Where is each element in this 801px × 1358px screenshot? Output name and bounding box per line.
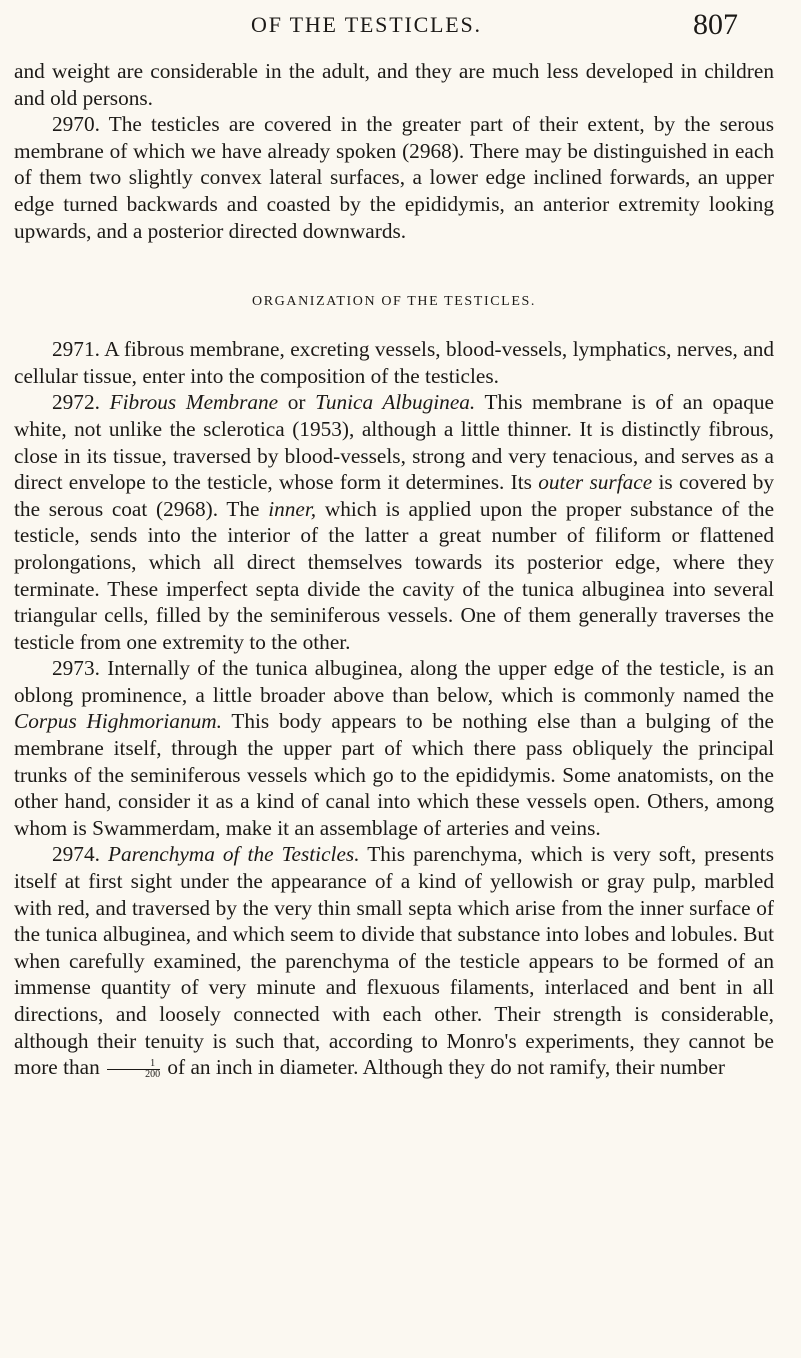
paragraph-number: 2971.: [52, 337, 100, 362]
body-text: [14, 58, 774, 1081]
running-title: OF THE TESTICLES.: [251, 12, 482, 37]
paragraph-2973: [14, 655, 774, 841]
paragraph-text: is covered by the serous coat (2968). The: [14, 470, 774, 521]
paragraph-text: This membrane is of an opaque white, not unlike the sclerotica (1953), although a little thinner. It is distinctly fibrous, close in its tissue, traversed by blood-vessels, strong and very tenacious, and serves as a direct envelope to the testicle, whose form it determines. Its: [14, 390, 775, 495]
term-outer-surface: outer surface: [538, 470, 653, 495]
paragraph-text: The testicles are covered in the greater part of their extent, by the serous membrane of which we have already spoken (2968). There may be distinguished in each of them two slightly convex lateral surfaces, a lower edge inclined forwards, an upper edge turned backwards and coasted by the epididymis, an anterior extremity looking upwards, and a posterior directed downwards.: [14, 112, 774, 243]
paragraph-number: 2972.: [52, 390, 100, 415]
paragraph-title: Fibrous Membrane: [109, 390, 279, 415]
paragraph-number: 2974.: [52, 842, 100, 867]
paragraph-title-alt: Tunica Albuginea.: [315, 390, 476, 415]
fraction: [107, 1059, 160, 1080]
paragraph-2971: [14, 336, 774, 389]
paragraph-2972: [14, 389, 774, 655]
paragraph-2974: [14, 841, 774, 1080]
section-heading: ORGANIZATION OF THE TESTICLES.: [252, 294, 536, 310]
continuation-text: and weight are considerable in the adult, and they are much less developed in children and old persons.: [14, 59, 774, 110]
term-corpus-highmorianum: Corpus Highmorianum.: [14, 709, 222, 734]
paragraph-text: This parenchyma, which is very soft, presents itself at first sight under the appearance of a kind of yellowish or gray pulp, marbled with red, and traversed by the very thin small septa which arise from the inner surface of the tunica albuginea, and which seem to divide that substance into lobes and lobules. But when carefully examined, the parenchyma of the testicle appears to be formed of an immense quantity of very minute and flexuous filaments, interlaced and bent in all directions, and loosely connected with each other. Their strength is considerable, although their tenuity is such that, according to Monro's experiments, they cannot be more than: [14, 842, 775, 1080]
paragraph-2970: [14, 111, 774, 244]
paragraph-text: This body appears to be nothing else than a bulging of the membrane itself, through the upper part of which there pass obliquely the principal trunks of the seminiferous vessels which go to the epididymis. Some anatomists, on the other hand, consider it as a kind of canal into which these vessels open. Others, among whom is Swammerdam, make it an assemblage of arteries and veins.: [14, 709, 774, 840]
paragraph-text: Internally of the tunica albuginea, along the upper edge of the testicle, is an oblong prominence, a little broader above than below, which is commonly named the: [14, 656, 774, 707]
paragraph-connector: or: [278, 390, 316, 415]
page-number: 807: [693, 8, 738, 41]
paragraph-title: Parenchyma of the Testicles.: [108, 842, 360, 867]
fraction-denominator: 200: [145, 1068, 161, 1080]
paragraph-text: of an inch in diameter. Although they do not ramify, their number: [167, 1055, 725, 1080]
paragraph-number: 2970.: [52, 112, 100, 137]
continuation-paragraph: [14, 58, 774, 111]
fraction-numerator: 1: [107, 1059, 160, 1070]
term-inner: inner,: [268, 496, 317, 521]
paragraph-text: which is applied upon the proper substance of the testicle, sends into the interior of the latter a great number of filiform or flattened prolongations, which all direct themselves towards its posterior edge, where they terminate. These imperfect septa divide the cavity of the tunica albuginea into several triangular cells, filled by the seminiferous vessels. One of them generally traverses the testicle from one extremity to the other.: [14, 496, 775, 654]
paragraph-number: 2973.: [52, 656, 100, 681]
paragraph-text: A fibrous membrane, excreting vessels, blood-vessels, lymphatics, nerves, and cellular tissue, enter into the composition of the testicles.: [14, 337, 774, 388]
page-header: [0, 8, 801, 48]
